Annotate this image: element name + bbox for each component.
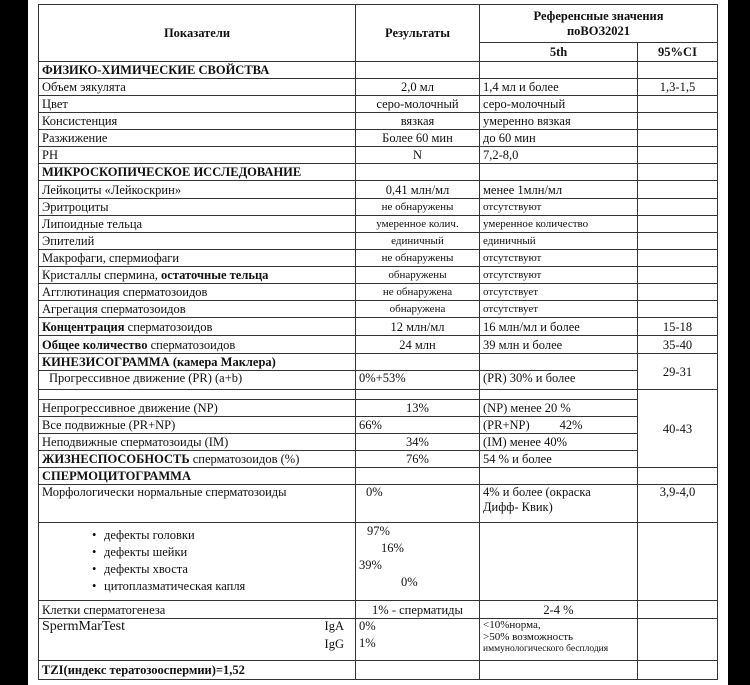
row-macro: Макрофаги, спермиофаги не обнаружены отсутствуют <box>39 250 718 267</box>
pr-ci: 29-31 <box>638 354 718 390</box>
row-epith: Эпителий единичный единичный <box>39 233 718 250</box>
row-liquefaction: Разжижение Более 60 мин до 60 мин <box>39 130 718 147</box>
header-row <box>39 5 718 43</box>
header-indicators: Показатели <box>39 5 356 62</box>
defect-list: • дефекты головки • дефекты шейки • дефекты хвоста • цитоплазматическая капля <box>39 523 356 601</box>
row-np: Непрогрессивное движение (NP) 13% (NP) менее 20 % <box>39 400 718 417</box>
header-5th: 5th <box>480 43 638 62</box>
row-vitality: ЖИЗНЕСПОСОБНОСТЬ сперматозоидов (%) 76% 54 % и более <box>39 451 718 468</box>
section-cyto: СПЕРМОЦИТОГРАММА <box>39 468 718 485</box>
row-agglut: Агглютинация сперматозоидов не обнаружена отсутствует <box>39 284 718 301</box>
header-95ci: 95%CI <box>638 43 718 62</box>
row-leuko: Лейкоциты «Лейкоскрин» 0,41 млн/мл менее 1млн/мл <box>39 181 718 199</box>
row-lipoid: Липоидные тельца умеренное колич. умеренное количество <box>39 216 718 233</box>
row-defects <box>39 523 718 601</box>
row-allmot: Все подвижные (PR+NP) 66% (PR+NP) 42% <box>39 417 718 434</box>
section-physchem: ФИЗИКО-ХИМИЧЕСКИЕ СВОЙСТВА <box>39 62 718 79</box>
row-ph: РН N 7,2-8,0 <box>39 147 718 164</box>
row-morph: Морфологически нормальные сперматозоиды 0% 4% и более (окраска Дифф- Квик) 3,9-4,0 <box>39 485 718 523</box>
semen-analysis-table <box>38 4 718 680</box>
row-erythro: Эритроциты не обнаружены отсутствуют <box>39 199 718 216</box>
row-crystals: Кристаллы спермина, остаточные тельца обнаружены отсутствуют <box>39 267 718 284</box>
row-spacer <box>39 390 718 400</box>
row-pr: Прогрессивное движение (PR) (a+b) 0%+53% (PR) 30% и более <box>39 371 718 390</box>
row-spermatogenesis: Клетки сперматогенеза 1% - сперматиды 2-4 % <box>39 601 718 619</box>
header-results: Результаты <box>356 5 480 62</box>
row-total: Общее количество сперматозоидов 24 млн 39 млн и более 35-40 <box>39 336 718 354</box>
section-micro: МИКРОСКОПИЧЕСКОЕ ИССЛЕДОВАНИЕ <box>39 164 718 181</box>
row-im: Неподвижные сперматозоиды (IM) 34% (IM) менее 40% <box>39 434 718 451</box>
row-tzi: TZI(индекс тератозооспермии)=1,52 <box>39 661 718 680</box>
defect-values: 97% 16% 39% 0% <box>356 523 480 601</box>
report-page <box>28 0 728 685</box>
section-kinesio: КИНЕЗИСОГРАММА (камера Маклера) 29-31 <box>39 354 718 371</box>
header-reference: Референсные значения поВОЗ2021 <box>480 5 718 43</box>
row-aggreg: Агрегация сперматозоидов обнаружена отсутствует <box>39 301 718 318</box>
row-color: Цвет серо-молочный серо-молочный <box>39 96 718 113</box>
row-volume: Объем эякулята 2,0 мл 1,4 мл и более 1,3-1,5 <box>39 79 718 96</box>
row-spermmartest: SpermMarTest IgA IgG 0% 1% <10%норма, >50% возможность иммунологического бесплодия <box>39 619 718 661</box>
row-concentration: Концентрация сперматозоидов 12 млн/мл 16 млн/мл и более 15-18 <box>39 318 718 336</box>
allmot-ci: 40-43 <box>638 390 718 468</box>
row-consistency: Консистенция вязкая умеренно вязкая <box>39 113 718 130</box>
